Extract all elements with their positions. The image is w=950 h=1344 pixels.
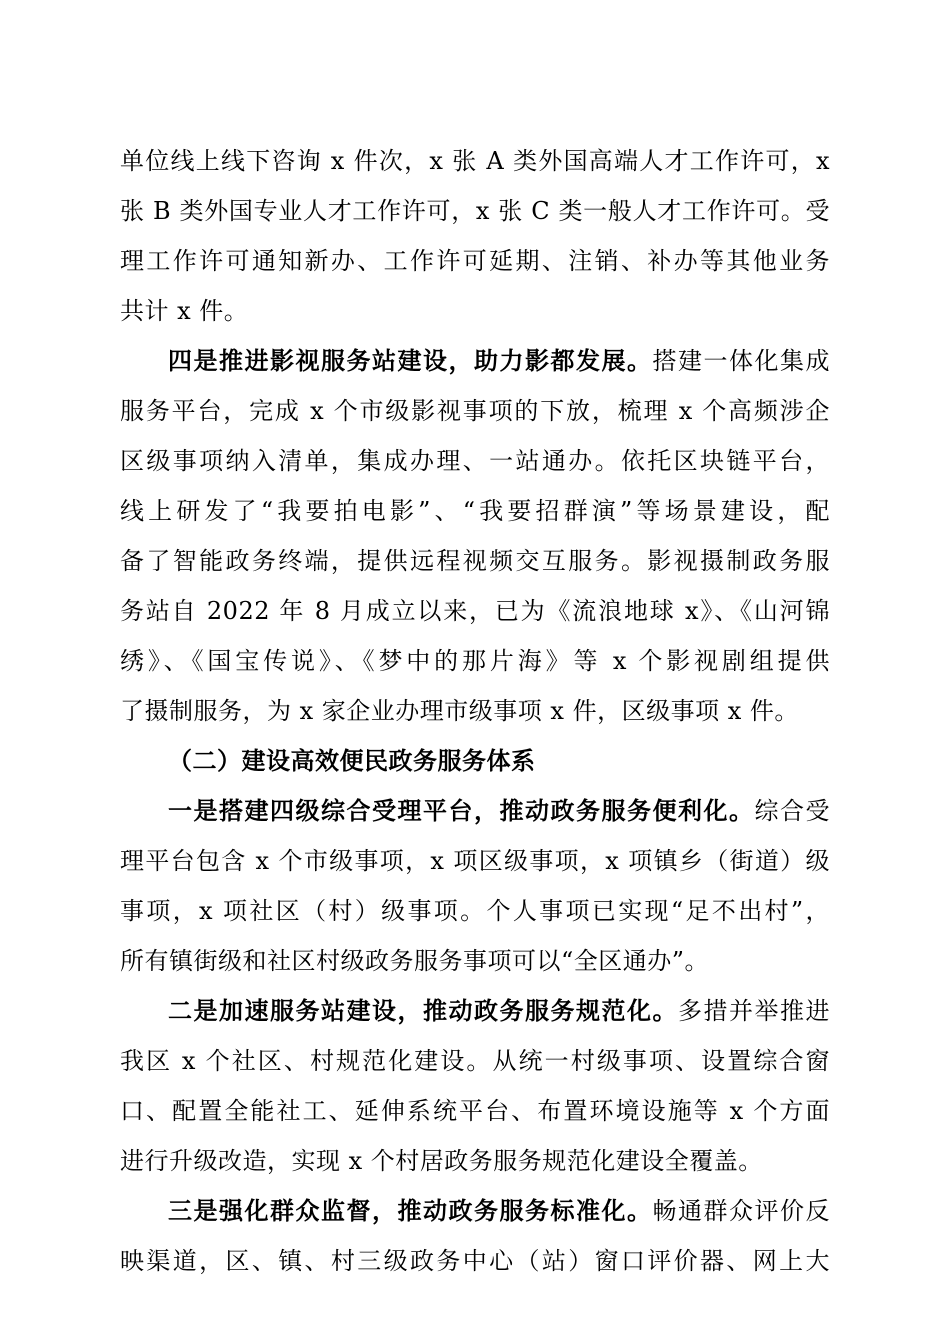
paragraph-line: 理工作许可通知新办、工作许可延期、注销、补办等其他业务 (120, 247, 830, 275)
paragraph-line: 张 B 类外国专业人才工作许可，x 张 C 类一般人才工作许可。受 (120, 197, 830, 225)
paragraph-line: 线上研发了“我要拍电影”、“我要招群演”等场景建设，配 (120, 497, 830, 525)
paragraph-lead-bold: 二是加速服务站建设，推动政务服务规范化。 (168, 996, 678, 1025)
paragraph-lead-bold: 一是搭建四级综合受理平台，推动政务服务便利化。 (168, 796, 755, 825)
paragraph-line: 所有镇街级和社区村级政务服务事项可以“全区通办”。 (120, 947, 710, 975)
paragraph-line: 单位线上线下咨询 x 件次，x 张 A 类外国高端人才工作许可，x (120, 147, 830, 175)
paragraph-line: 共计 x 件。 (120, 297, 249, 325)
paragraph-line: 口、配置全能社工、延伸系统平台、布置环境设施等 x 个方面 (120, 1097, 830, 1125)
paragraph-lead-bold: 四是推进影视服务站建设，助力影都发展。 (168, 346, 653, 375)
paragraph-text: 搭建一体化集成 (652, 347, 830, 375)
paragraph-line: 进行升级改造，实现 x 个村居政务服务规范化建设全覆盖。 (120, 1147, 763, 1175)
paragraph-line: 理平台包含 x 个市级事项，x 项区级事项，x 项镇乡（街道）级 (120, 847, 830, 875)
paragraph-text: 多措并举推进 (678, 997, 830, 1025)
paragraph-line: 区级事项纳入清单，集成办理、一站通办。依托区块链平台， (120, 447, 830, 475)
paragraph-line (168, 346, 830, 376)
section-heading: （二）建设高效便民政务服务体系 (168, 746, 536, 775)
paragraph-line: 服务平台，完成 x 个市级影视事项的下放，梳理 x 个高频涉企 (120, 397, 830, 425)
paragraph-line: 事项，x 项社区（村）级事项。个人事项已实现“足不出村”， (120, 897, 830, 925)
paragraph-line: 绣》、《国宝传说》、《梦中的那片海》等 x 个影视剧组提供 (120, 647, 830, 675)
paragraph-text: 畅通群众评价反 (652, 1197, 830, 1225)
paragraph-line: 了摄制服务，为 x 家企业办理市级事项 x 件，区级事项 x 件。 (120, 697, 799, 725)
paragraph-line (168, 796, 830, 826)
paragraph-text: 综合受 (754, 797, 830, 825)
paragraph-line (168, 1196, 830, 1226)
paragraph-line: 映渠道，区、镇、村三级政务中心（站）窗口评价器、网上大 (120, 1247, 830, 1275)
paragraph-line: 务站自 2022 年 8 月成立以来，已为《流浪地球 x》、《山河锦 (120, 597, 830, 625)
paragraph-line (168, 996, 830, 1026)
paragraph-line: 备了智能政务终端，提供远程视频交互服务。影视摄制政务服 (120, 547, 830, 575)
paragraph-line: 我区 x 个社区、村规范化建设。从统一村级事项、设置综合窗 (120, 1047, 830, 1075)
paragraph-lead-bold: 三是强化群众监督，推动政务服务标准化。 (168, 1196, 653, 1225)
